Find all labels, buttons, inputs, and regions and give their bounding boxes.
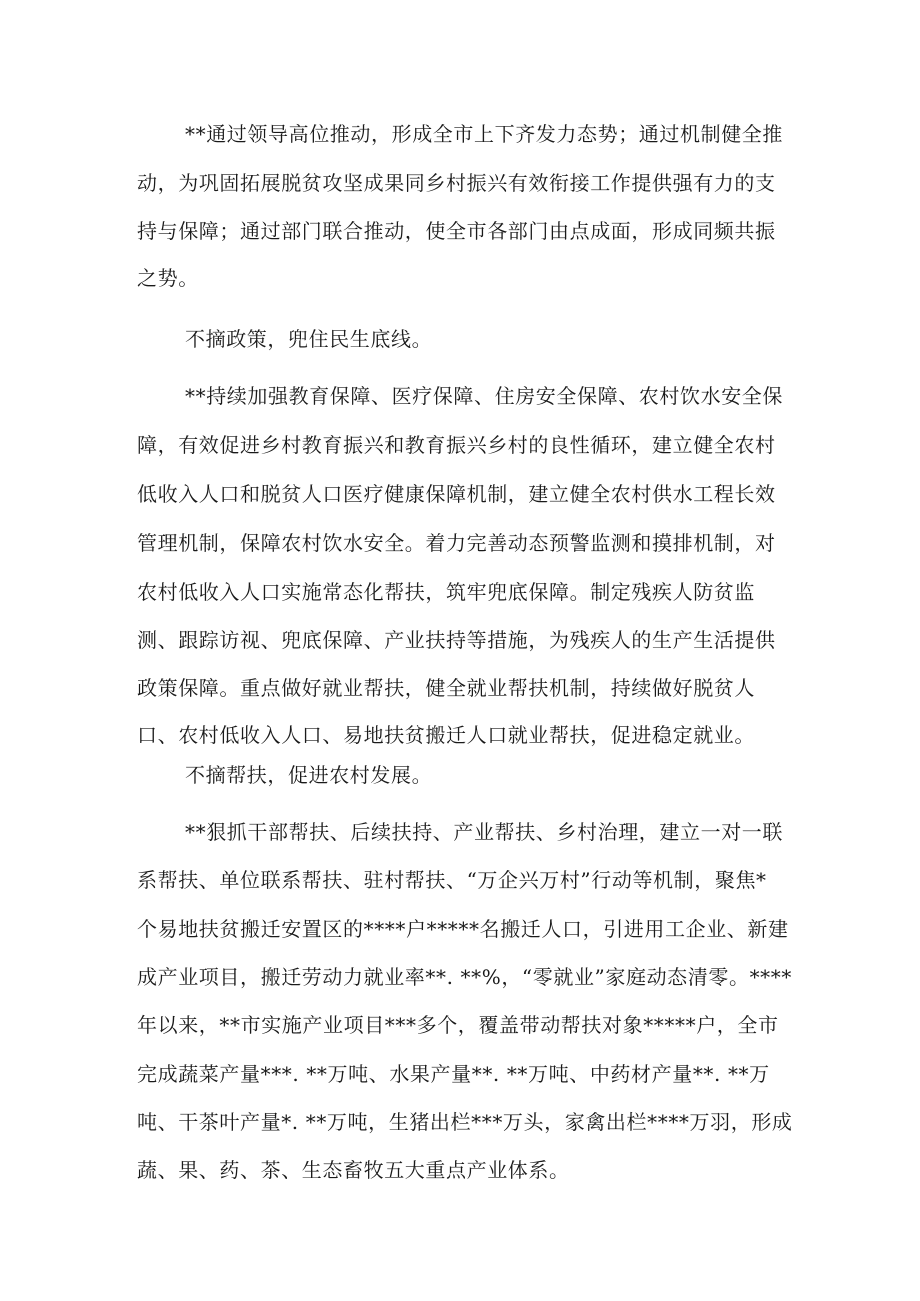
paragraph-1-line-1: **通过领导高位推动，形成全市上下齐发力态势；通过机制健全推 (185, 122, 783, 146)
paragraph-3-line-8: 蔬、果、药、茶、生态畜牧五大重点产业体系。 (137, 1158, 570, 1182)
paragraph-1-line-2: 动，为巩固拓展脱贫攻坚成果同乡村振兴有效衔接工作提供强有力的支 (137, 171, 776, 195)
section-heading-assistance: 不摘帮扶，促进农村发展。 (185, 763, 433, 787)
paragraph-3-line-7: 吨、干茶叶产量*. **万吨，生猪出栏***万头，家禽出栏****万羽，形成 (137, 1110, 793, 1134)
paragraph-2-line-6: 测、跟踪访视、兜底保障、产业扶持等措施，为残疾人的生产生活提供 (137, 628, 776, 652)
paragraph-2-line-1: **持续加强教育保障、医疗保障、住房安全保障、农村饮水安全保 (185, 384, 783, 408)
paragraph-3-line-5: 年以来，**市实施产业项目***多个，覆盖带动帮扶对象*****户，全市 (137, 1013, 779, 1037)
paragraph-2-line-2: 障，有效促进乡村教育振兴和教育振兴乡村的良性循环，建立健全农村 (137, 433, 776, 457)
paragraph-1-line-3: 持与保障；通过部门联合推动，使全市各部门由点成面，形成同频共振 (137, 219, 776, 243)
paragraph-2-line-3: 低收入人口和脱贫人口医疗健康保障机制，建立健全农村供水工程长效 (137, 482, 776, 506)
section-heading-policy: 不摘政策，兜住民生底线。 (185, 327, 433, 351)
paragraph-3-line-6: 完成蔬菜产量***. **万吨、水果产量**. **万吨、中药材产量**. **万 (137, 1062, 770, 1086)
paragraph-3-line-1: **狠抓干部帮扶、后续扶持、产业帮扶、乡村治理，建立一对一联 (185, 820, 783, 844)
paragraph-2-line-8: 口、农村低收入人口、易地扶贫搬迁人口就业帮扶，促进稳定就业。 (137, 723, 755, 747)
paragraph-2-line-7: 政策保障。重点做好就业帮扶，健全就业帮扶机制，持续做好脱贫人 (137, 676, 755, 700)
paragraph-3-line-4: 成产业项目，搬迁劳动力就业率**. **%，“零就业”家庭动态清零。**** (137, 965, 792, 989)
paragraph-2-line-5: 农村低收入人口实施常态化帮扶，筑牢兜底保障。制定残疾人防贫监 (137, 580, 755, 604)
paragraph-3-line-2: 系帮扶、单位联系帮扶、驻村帮扶、“万企兴万村”行动等机制，聚焦* (137, 868, 767, 892)
paragraph-2-line-4: 管理机制，保障农村饮水安全。着力完善动态预警监测和摸排机制，对 (137, 531, 776, 555)
paragraph-3-line-3: 个易地扶贫搬迁安置区的****户*****名搬迁人口，引进用工企业、新建 (137, 917, 789, 941)
paragraph-1-line-4: 之势。 (137, 266, 199, 290)
